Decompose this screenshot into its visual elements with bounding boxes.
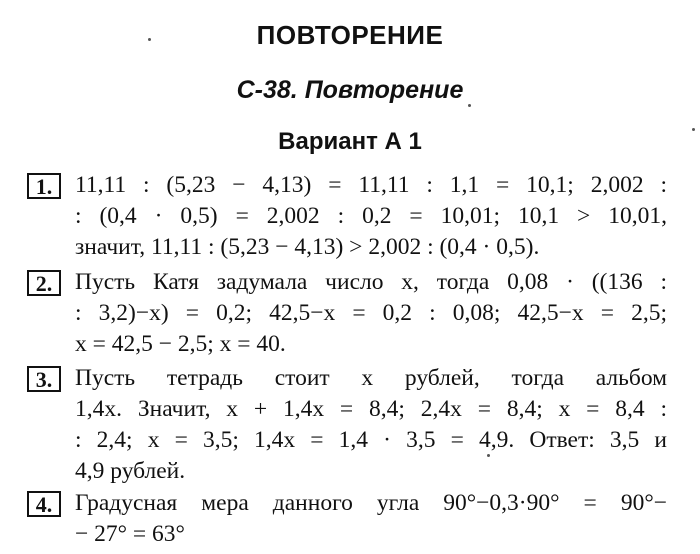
solution-line: x = 42,5 − 2,5; x = 40. — [75, 331, 286, 357]
scan-speck — [692, 128, 695, 131]
section-title: ПОВТОРЕНИЕ — [256, 20, 444, 50]
solution-line: Пусть Катя задумала число x, тогда 0,08 · ((136 : — [75, 269, 667, 295]
solution-line: : 2,4; x = 3,5; 1,4x = 1,4 · 3,5 = 4,9. Ответ: 3,5 и — [75, 427, 667, 453]
problem-number-box: 4. — [27, 491, 61, 517]
problem-number-box: 1. — [27, 173, 61, 199]
work-subtitle: С-38. Повторение — [236, 76, 464, 104]
solution-line: значит, 11,11 : (5,23 − 4,13) > 2,002 : (0,4 · 0,5). — [75, 234, 540, 260]
scan-speck — [487, 454, 490, 457]
problem-number-box: 3. — [27, 366, 61, 392]
solution-line: : (0,4 · 0,5) = 2,002 : 0,2 = 10,01; 10,1 > 10,01, — [75, 203, 667, 229]
solution-line: 1,4x. Значит, x + 1,4x = 8,4; 2,4x = 8,4; x = 8,4 : — [75, 396, 667, 422]
variant-heading: Вариант А 1 — [278, 128, 422, 155]
solution-line: : 3,2)−x) = 0,2; 42,5−x = 0,2 : 0,08; 42,5−x = 2,5; — [75, 300, 667, 326]
solution-line: 4,9 рублей. — [75, 458, 186, 484]
solution-line: 11,11 : (5,23 − 4,13) = 11,11 : 1,1 = 10,1; 2,002 : — [75, 172, 667, 198]
solution-line: Градусная мера данного угла 90°−0,3·90° = 90°− — [75, 490, 667, 516]
scan-speck — [148, 38, 151, 41]
solution-line: − 27° = 63° — [75, 521, 185, 547]
solution-line: Пусть тетрадь стоит x рублей, тогда альбом — [75, 365, 667, 391]
problem-number-box: 2. — [27, 270, 61, 296]
scan-speck — [468, 104, 471, 107]
